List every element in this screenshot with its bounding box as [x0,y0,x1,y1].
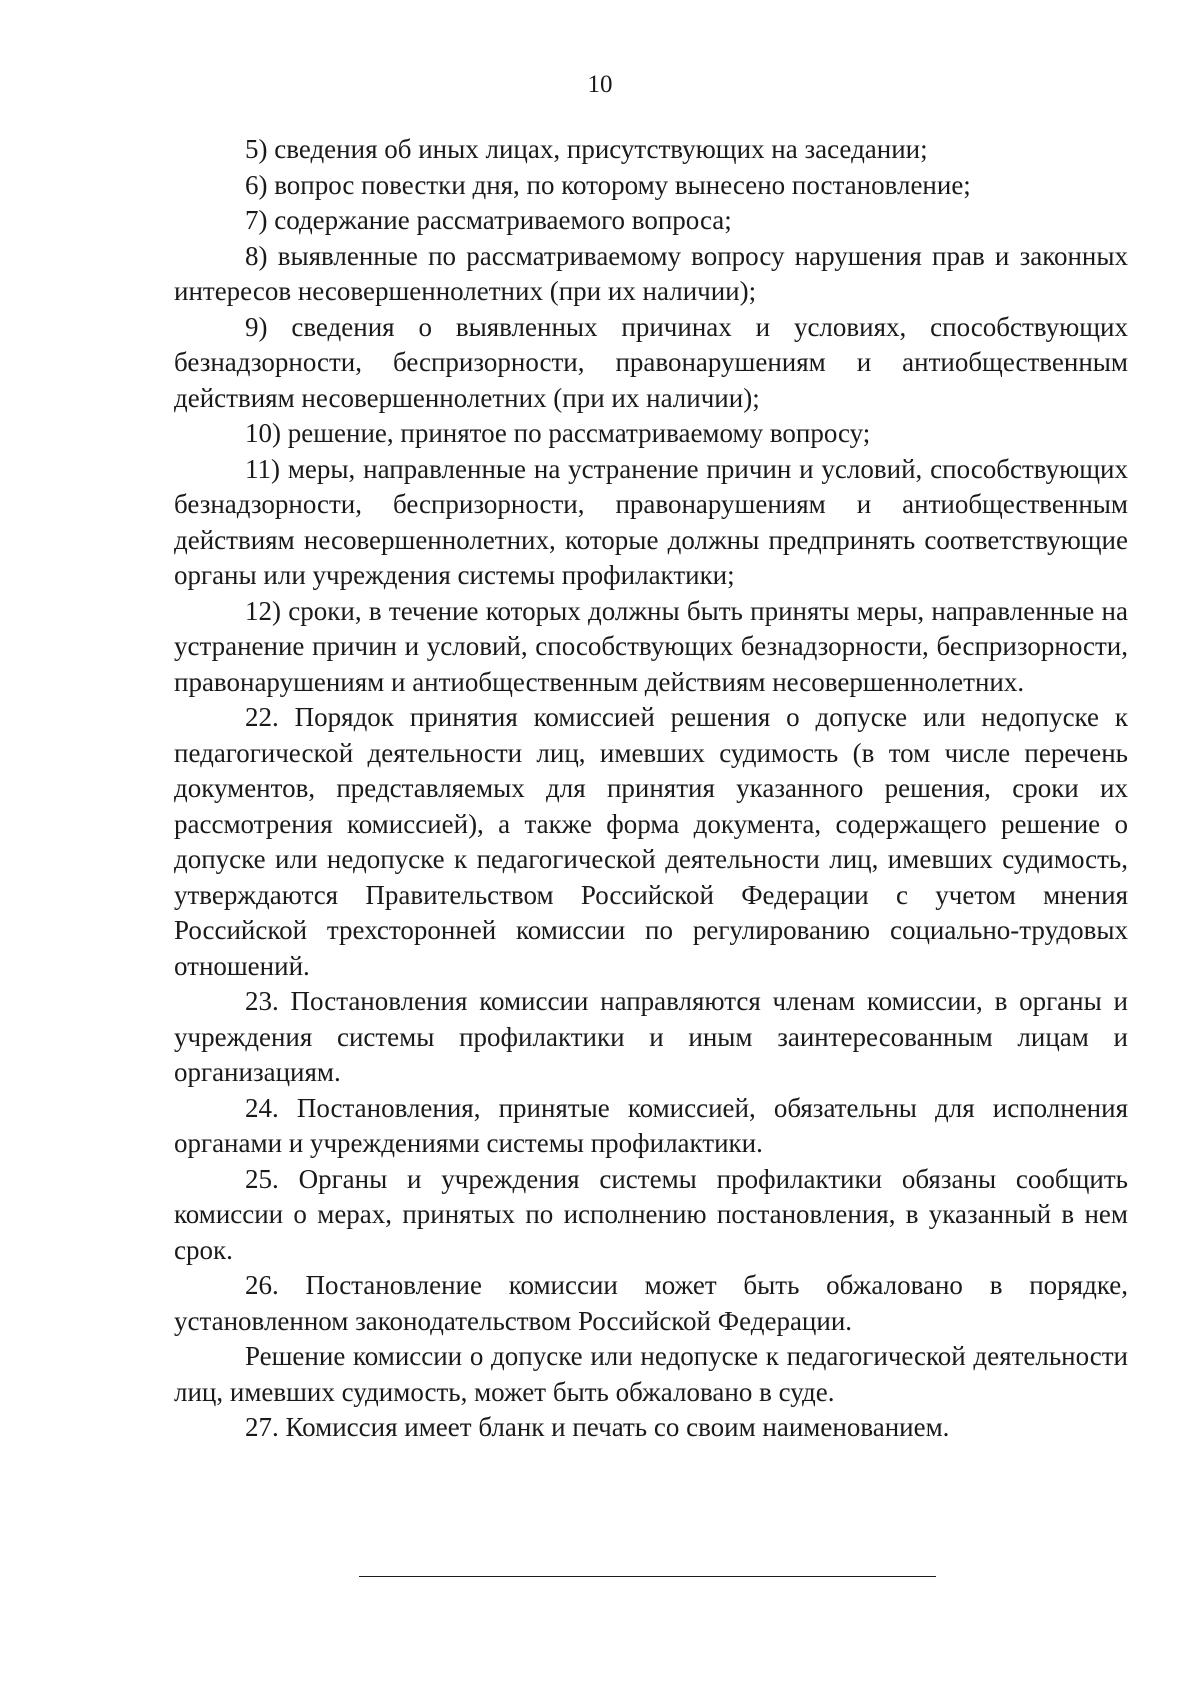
clause-27: 27. Комиссия имеет бланк и печать со своим наименованием. [245,1412,950,1442]
list-item-5: 5) сведения об иных лицах, присутствующих на заседании; [245,134,928,164]
list-item-11: 11) меры, направленные на устранение причин и условий, способствующих безнадзорности, беспризорности, правонарушениям и антиобщественным действиям несовершеннолетних, которые должны предпринять соответствующие органы или учреждения системы профилактики; [174,453,1128,590]
clause-22: 22. Порядок принятия комиссией решения о допуске или недопуске к педагогической деятельности лиц, имевших судимость (в том числе перечень документов, представляемых для принятия указанного решения, сроки их рассмотрения комиссией), а также форма документа, содержащего решение о допуске или недопуске к педагогической деятельности лиц, имевших судимость, утверждаются Правительством Российской Федерации с учетом мнения Российской трехсторонней комиссии по регулированию социально-трудовых отношений. [174,702,1128,981]
clause-26-appeal-note: Решение комиссии о допуске или недопуске к педагогической деятельности лиц, имевших судимость, может быть обжаловано в суде. [174,1341,1128,1407]
clause-23: 23. Постановления комиссии направляются членам комиссии, в органы и учреждения системы профилактики и иным заинтересованным лицам и организациям. [174,986,1128,1087]
end-of-document-rule [359,1576,936,1577]
clause-25: 25. Органы и учреждения системы профилактики обязаны сообщить комиссии о мерах, принятых по исполнению постановления, в указанный в нем срок. [174,1163,1128,1265]
list-item-12: 12) сроки, в течение которых должны быть приняты меры, направленные на устранение причин и условий, способствующих безнадзорности, беспризорности, правонарушениям и антиобщественным действиям несовершеннолетних. [174,595,1128,697]
list-item-10: 10) решение, принятое по рассматриваемому вопросу; [245,418,871,448]
clause-24: 24. Постановления, принятые комиссией, обязательны для исполнения органами и учреждениями системы профилактики. [174,1092,1128,1158]
list-item-6: 6) вопрос повестки дня, по которому вынесено постановление; [245,169,971,200]
list-item-7: 7) содержание рассматриваемого вопроса; [245,205,732,235]
clause-26: 26. Постановление комиссии может быть обжаловано в порядке, установленном законодательством Российской Федерации. [174,1270,1128,1336]
document-body [174,132,1128,1446]
list-item-8: 8) выявленные по рассматриваемому вопросу нарушения прав и законных интересов несовершеннолетних (при их наличии); [174,240,1128,306]
page-number: 10 [587,71,613,98]
list-item-9: 9) сведения о выявленных причинах и условиях, способствующих безнадзорности, беспризорности, правонарушениям и антиобщественным действиям несовершеннолетних (при их наличии); [174,311,1128,413]
